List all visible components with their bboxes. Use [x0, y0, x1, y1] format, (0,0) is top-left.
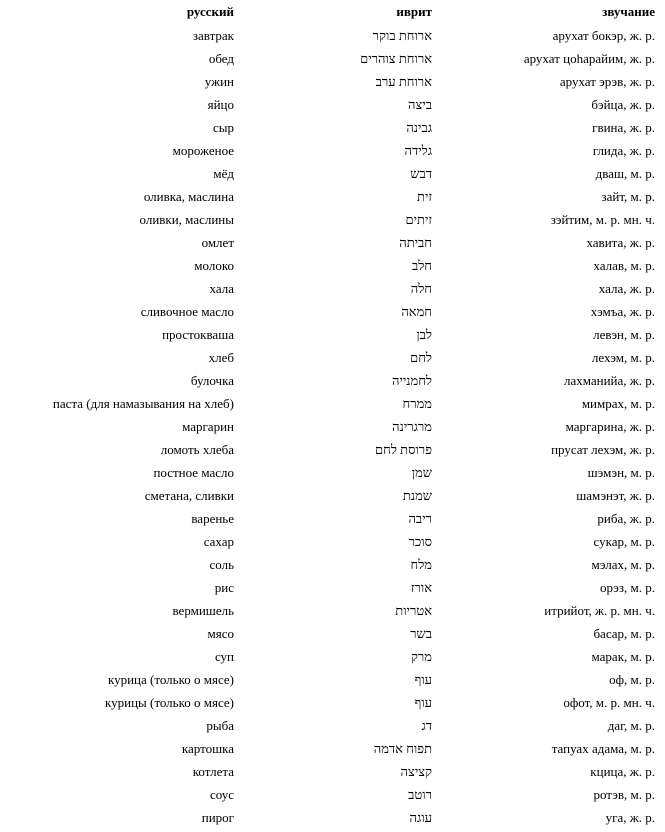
vocabulary-rows — [0, 24, 665, 829]
russian-word: вермишель — [172, 603, 234, 618]
pronunciation: лахманийа, ж. р. — [563, 373, 655, 388]
pronunciation: лехэм, м. р. — [591, 350, 655, 365]
pronunciation: басар, м. р. — [593, 626, 655, 641]
hebrew-word: חמאה — [401, 304, 432, 319]
table-row — [0, 254, 665, 277]
hebrew-word: עוף — [414, 672, 432, 687]
hebrew-word: גבינה — [406, 120, 432, 135]
table-row — [0, 461, 665, 484]
table-row — [0, 116, 665, 139]
table-row — [0, 484, 665, 507]
hebrew-word: ביצה — [408, 97, 432, 112]
russian-word: яйцо — [207, 97, 234, 112]
russian-word: соус — [209, 787, 234, 802]
hebrew-word: זית — [417, 189, 432, 204]
table-row — [0, 714, 665, 737]
pronunciation: зэйтим, м. р. мн. ч. — [550, 212, 655, 227]
hebrew-word: פרוסת לחם — [375, 442, 432, 457]
russian-word: сахар — [203, 534, 234, 549]
hebrew-word: לבן — [416, 327, 432, 342]
hebrew-word: גלידה — [404, 143, 432, 158]
header-russian: русский — [186, 4, 234, 19]
table-row — [0, 208, 665, 231]
hebrew-word: אורז — [410, 580, 432, 595]
hebrew-word: ארוחת ערב — [375, 74, 432, 89]
table-row — [0, 24, 665, 47]
hebrew-word: שמנת — [402, 488, 432, 503]
table-row — [0, 553, 665, 576]
hebrew-word: לחם — [410, 350, 432, 365]
hebrew-word: חלה — [410, 281, 432, 296]
pronunciation: шэмэн, м. р. — [587, 465, 655, 480]
table-row — [0, 530, 665, 553]
pronunciation: хавита, ж. р. — [586, 235, 655, 250]
table-row — [0, 645, 665, 668]
table-row — [0, 691, 665, 714]
russian-word: сметана, сливки — [144, 488, 234, 503]
hebrew-word: מלח — [410, 557, 432, 572]
table-row — [0, 576, 665, 599]
hebrew-word: דג — [421, 718, 432, 733]
table-row — [0, 70, 665, 93]
hebrew-word: ארוחת צוהרים — [360, 51, 432, 66]
russian-word: маргарин — [182, 419, 234, 434]
table-row — [0, 507, 665, 530]
table-row — [0, 369, 665, 392]
pronunciation: уга, ж. р. — [605, 810, 655, 825]
pronunciation: мэлах, м. р. — [591, 557, 655, 572]
table-row — [0, 806, 665, 829]
pronunciation: тапуах адама, м. р. — [551, 741, 655, 756]
table-row — [0, 392, 665, 415]
hebrew-word: קציצה — [400, 764, 432, 779]
hebrew-word: מרגרינה — [392, 419, 432, 434]
russian-word: ломоть хлеба — [160, 442, 234, 457]
table-row — [0, 737, 665, 760]
russian-word: булочка — [190, 373, 234, 388]
pronunciation: ротэв, м. р. — [593, 787, 655, 802]
table-row — [0, 323, 665, 346]
header-hebrew: иврит — [396, 4, 432, 19]
hebrew-word: לחמנייה — [391, 373, 432, 388]
pronunciation: маргарина, ж. р. — [565, 419, 655, 434]
pronunciation: оф, м. р. — [609, 672, 655, 687]
russian-word: курицы (только о мясе) — [104, 695, 234, 710]
russian-word: сливочное масло — [140, 304, 234, 319]
hebrew-word: תפוח אדמה — [373, 741, 432, 756]
pronunciation: зайт, м. р. — [601, 189, 655, 204]
russian-word: пирог — [201, 810, 234, 825]
pronunciation: прусат лехэм, ж. р. — [551, 442, 655, 457]
pronunciation: кцица, ж. р. — [590, 764, 655, 779]
russian-word: хлеб — [208, 350, 234, 365]
table-row — [0, 760, 665, 783]
table-row — [0, 438, 665, 461]
russian-word: котлета — [192, 764, 234, 779]
hebrew-word: ריבה — [408, 511, 432, 526]
pronunciation: бэйца, ж. р. — [591, 97, 655, 112]
russian-word: оливка, маслина — [143, 189, 234, 204]
hebrew-word: ממרח — [402, 396, 432, 411]
hebrew-word: עוגה — [409, 810, 432, 825]
table-row — [0, 185, 665, 208]
russian-word: сыр — [212, 120, 234, 135]
table-row — [0, 139, 665, 162]
table-row — [0, 415, 665, 438]
pronunciation: риба, ж. р. — [597, 511, 655, 526]
russian-word: молоко — [194, 258, 234, 273]
pronunciation: даг, м. р. — [607, 718, 655, 733]
russian-word: картошка — [181, 741, 234, 756]
russian-word: постное масло — [153, 465, 234, 480]
hebrew-word: בשר — [410, 626, 432, 641]
pronunciation: орэз, м. р. — [599, 580, 655, 595]
pronunciation: арухат бокэр, ж. р. — [552, 28, 655, 43]
hebrew-word: חביתה — [399, 235, 432, 250]
pronunciation: арухат эрэв, ж. р. — [559, 74, 655, 89]
pronunciation: итрийот, ж. р. мн. ч. — [544, 603, 655, 618]
russian-word: варенье — [191, 511, 234, 526]
table-row — [0, 668, 665, 691]
russian-word: ужин — [204, 74, 234, 89]
table-row — [0, 277, 665, 300]
hebrew-word: ארוחת בוקר — [372, 28, 432, 43]
hebrew-word: עוף — [414, 695, 432, 710]
header-row — [0, 0, 665, 24]
hebrew-word: חלב — [411, 258, 432, 273]
table-row — [0, 599, 665, 622]
russian-word: соль — [209, 557, 234, 572]
russian-word: завтрак — [192, 28, 234, 43]
russian-word: хала — [209, 281, 234, 296]
table-row — [0, 783, 665, 806]
pronunciation: мимрах, м. р. — [581, 396, 655, 411]
russian-word: оливки, маслины — [139, 212, 234, 227]
russian-word: обед — [208, 51, 234, 66]
pronunciation: левэн, м. р. — [593, 327, 655, 342]
pronunciation: хэмъа, ж. р. — [590, 304, 655, 319]
hebrew-word: מרק — [410, 649, 432, 664]
pronunciation: арухат цоhарайим, ж. р. — [523, 51, 655, 66]
hebrew-word: אטריות — [395, 603, 432, 618]
pronunciation: халав, м. р. — [593, 258, 655, 273]
pronunciation: шамэнэт, ж. р. — [576, 488, 655, 503]
russian-word: простокваша — [162, 327, 234, 342]
table-row — [0, 162, 665, 185]
table-row — [0, 622, 665, 645]
hebrew-word: שמן — [411, 465, 432, 480]
russian-word: рис — [214, 580, 234, 595]
header-sound: звучание — [602, 4, 655, 19]
table-row — [0, 47, 665, 70]
russian-word: омлет — [201, 235, 234, 250]
pronunciation: сукар, м. р. — [593, 534, 655, 549]
russian-word: мёд — [213, 166, 234, 181]
hebrew-word: דבש — [410, 166, 432, 181]
table-row — [0, 346, 665, 369]
pronunciation: марак, м. р. — [591, 649, 655, 664]
russian-word: суп — [214, 649, 234, 664]
pronunciation: офот, м. р. мн. ч. — [563, 695, 655, 710]
table-row — [0, 93, 665, 116]
hebrew-word: רוטב — [408, 787, 432, 802]
russian-word: рыба — [206, 718, 234, 733]
table-row — [0, 300, 665, 323]
hebrew-word: סוכר — [408, 534, 432, 549]
russian-word: курица (только о мясе) — [107, 672, 234, 687]
russian-word: мороженое — [172, 143, 234, 158]
table-row — [0, 231, 665, 254]
pronunciation: глида, ж. р. — [592, 143, 655, 158]
russian-word: мясо — [207, 626, 234, 641]
pronunciation: гвина, ж. р. — [592, 120, 655, 135]
hebrew-word: זיתים — [405, 212, 432, 227]
russian-word: паста (для намазывания на хлеб) — [52, 396, 234, 411]
pronunciation: дваш, м. р. — [595, 166, 655, 181]
pronunciation: хала, ж. р. — [598, 281, 655, 296]
